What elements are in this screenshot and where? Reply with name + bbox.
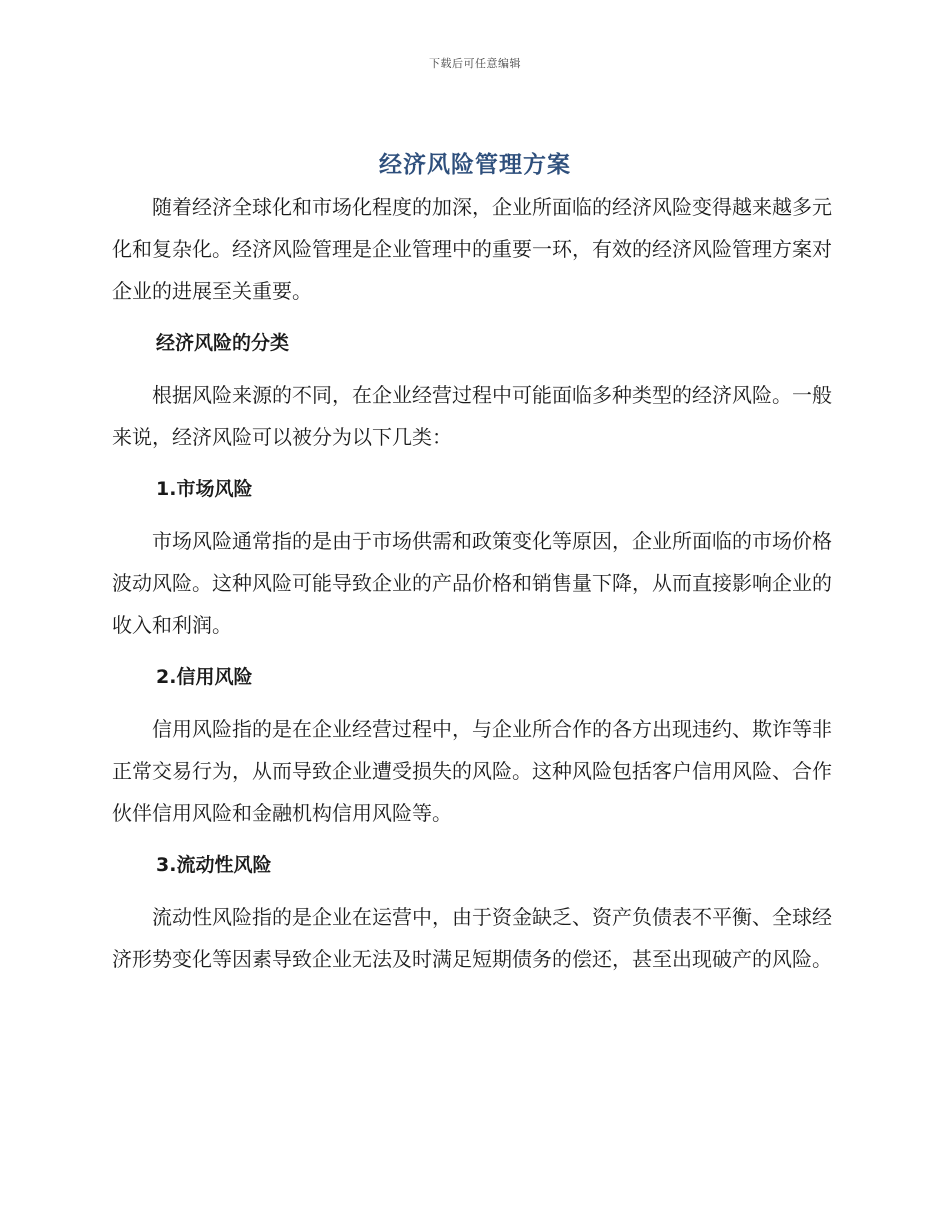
header-note: 下载后可任意编辑 (429, 57, 521, 70)
item-text-credit: 信用风险指的是在企业经营过程中，与企业所合作的各方出现违约、欺诈等非正常交易行为，从而导致企业遭受损失的风险。这种风险包括客户信用风险、合作伙伴信用风险和金融机构信用风险等。 (112, 717, 832, 825)
section-intro-paragraph: 根据风险来源的不同，在企业经营过程中可能面临多种类型的经济风险。一般来说，经济风险可以被分为以下几类： (112, 383, 832, 449)
document-body (112, 186, 832, 980)
section-heading: 经济风险的分类 (156, 332, 290, 354)
item-heading-market: 1.市场风险 (156, 478, 253, 500)
item-text-liquidity: 流动性风险指的是企业在运营中，由于资金缺乏、资产负债表不平衡、全球经济形势变化等因素导致企业无法及时满足短期债务的偿还，甚至出现破产的风险。 (112, 905, 832, 971)
item-heading-credit: 2.信用风险 (156, 666, 253, 688)
item-text-market: 市场风险通常指的是由于市场供需和政策变化等原因，企业所面临的市场价格波动风险。这种风险可能导致企业的产品价格和销售量下降，从而直接影响企业的收入和利润。 (112, 529, 832, 637)
document-title: 经济风险管理方案 (379, 152, 571, 178)
intro-paragraph: 随着经济全球化和市场化程度的加深，企业所面临的经济风险变得越来越多元化和复杂化。经济风险管理是企业管理中的重要一环，有效的经济风险管理方案对企业的进展至关重要。 (112, 195, 832, 303)
item-heading-liquidity: 3.流动性风险 (156, 854, 272, 876)
